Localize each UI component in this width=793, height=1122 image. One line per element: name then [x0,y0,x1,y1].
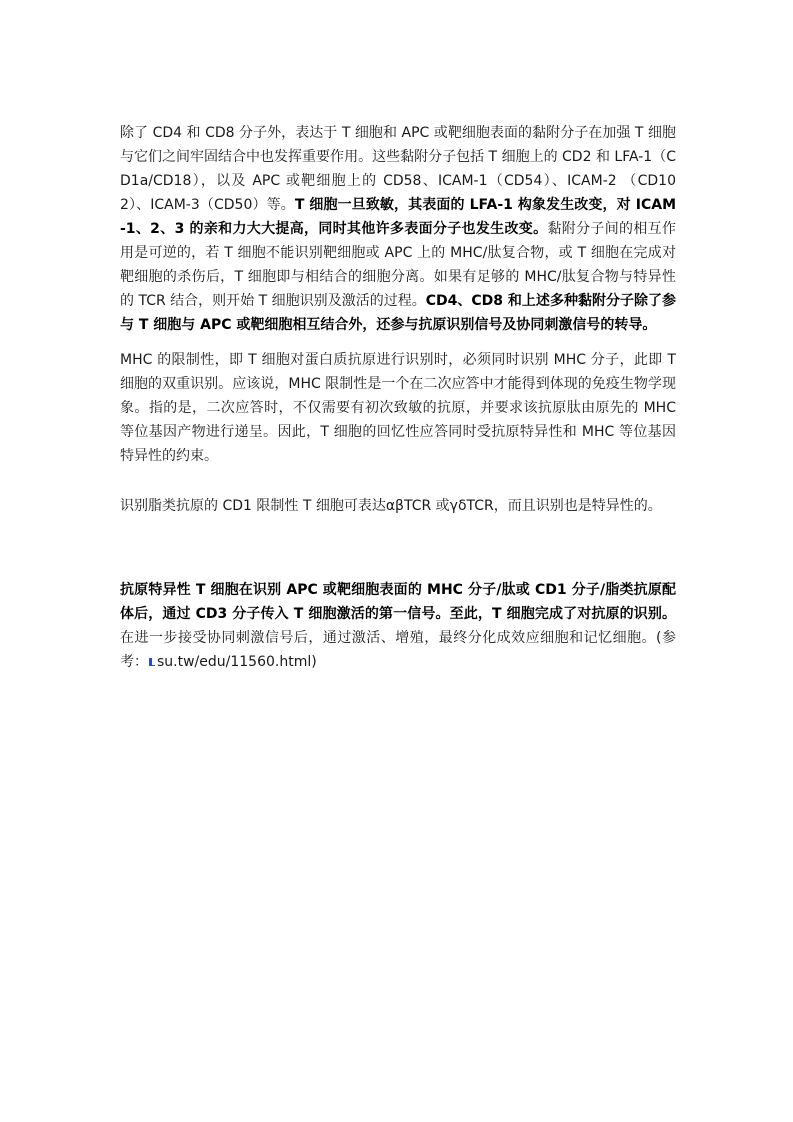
reference-link-text: su.tw/edu/11560.html [157,654,312,670]
paragraph-text: 在进一步接受协同刺激信号后，通过激活、增殖，最终分化成效应细胞和记忆细胞。 [120,630,657,646]
paragraph-text: 除了 CD4 和 CD8 分子外，表达于 T 细胞和 APC 或靶细胞表面的黏附分子在加强 T 细胞与它们之间牢固结合中也发挥重要作用。这些黏附分子包括 T 细胞上的 CD2 和 LFA-1（CD1a/CD18），以及 APC 或靶细胞上的 CD58、ICAM-1（CD54）、ICAM-2 （CD102）、ICAM-3（CD50）等。 [120,125,676,213]
paragraph-mhc-restriction [120,348,676,468]
paragraph-adhesion-molecules [120,121,676,337]
reference-link[interactable] [148,654,311,670]
link-icon [148,657,156,667]
paragraph-bold-text: T 细胞一旦致敏，其表面的 LFA-1 构象发生改变，对 ICAM-1、2、3 的亲和力大大提高，同时其他许多表面分子也发生改变。 [120,197,677,237]
paragraph-bold-text: 抗原特异性 T 细胞在识别 APC 或靶细胞表面的 MHC 分子/肽或 CD1 分子/脂类抗原配体后，通过 CD3 分子传入 T 细胞激活的第一信号。至此，T 细胞完成了对抗原的识别。 [120,582,676,622]
paragraph-cd1-restriction [120,494,676,518]
paragraph-antigen-recognition [120,578,676,674]
reference-prefix: (参考： [120,630,676,670]
paragraph-text: 黏附分子间的相互作用是可逆的，若 T 细胞不能识别靶细胞或 APC 上的 MHC/肽复合物，或 T 细胞在完成对靶细胞的杀伤后，T 细胞即与相结合的细胞分离。如果有足够的 MHC/肽复合物与特异性的 TCR 结合，则开始 T 细胞识别及激活的过程。 [120,221,676,309]
reference-suffix: ) [311,654,317,670]
paragraph-text: MHC 的限制性，即 T 细胞对蛋白质抗原进行识别时，必须同时识别 MHC 分子，此即 T 细胞的双重识别。应该说，MHC 限制性是一个在二次应答中才能得到体现的免疫生物学现象。指的是，二次应答时，不仅需要有初次致敏的抗原，并要求该抗原肽由原先的 MHC 等位基因产物进行递呈。因此，T 细胞的回忆性应答同时受抗原特异性和 MHC 等位基因特异性的约束。 [120,352,676,464]
paragraph-bold-text: CD4、CD8 和上述多种黏附分子除了参与 T 细胞与 APC 或靶细胞相互结合外，还参与抗原识别信号及协同刺激信号的转导。 [120,293,676,333]
paragraph-text: 识别脂类抗原的 CD1 限制性 T 细胞可表达αβTCR 或γδTCR，而且识别也是特异性的。 [120,498,662,514]
